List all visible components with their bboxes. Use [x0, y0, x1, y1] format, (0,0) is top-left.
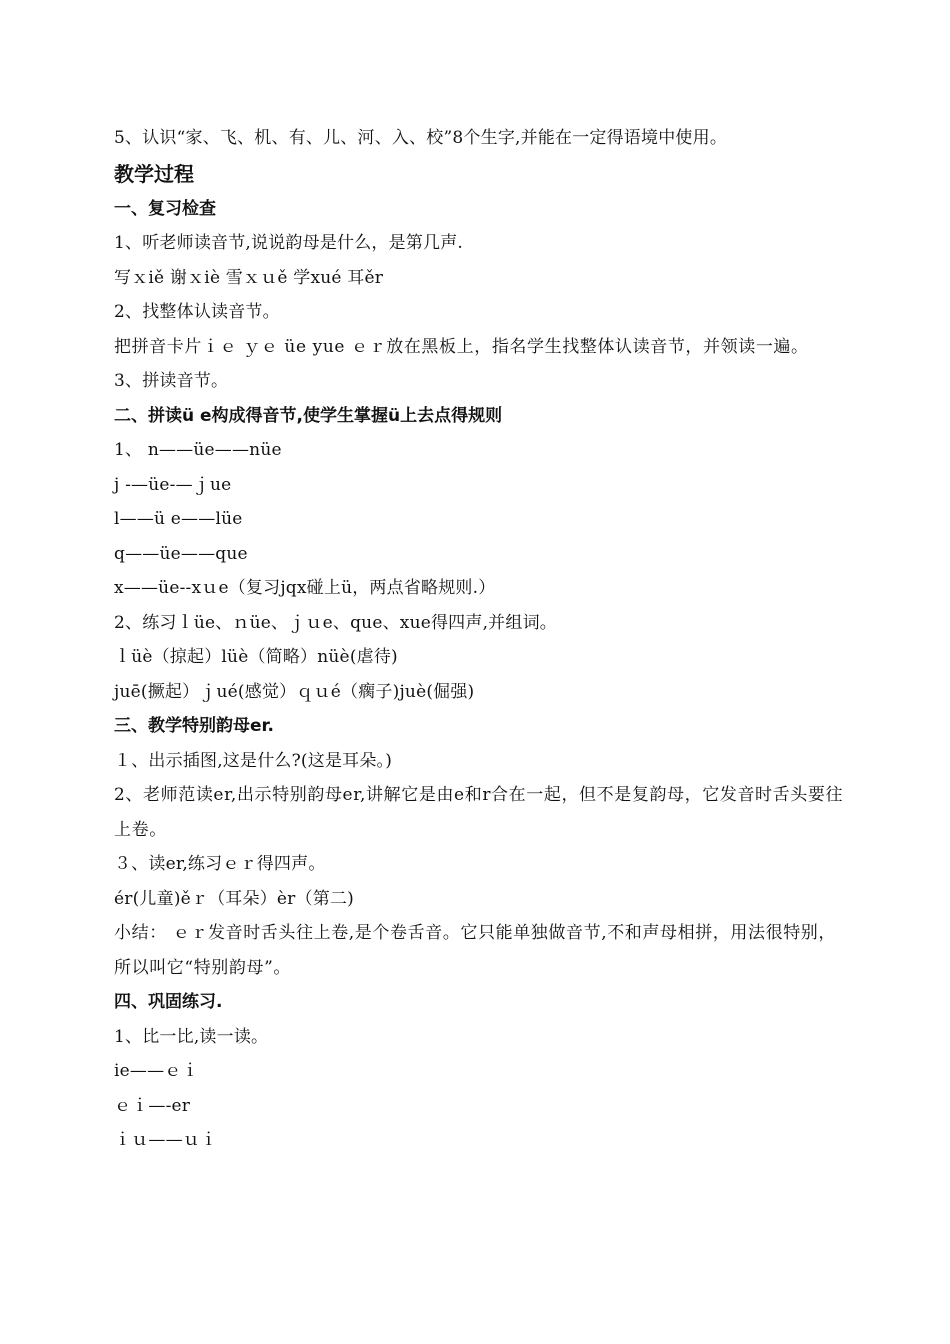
heading-spelling: 二、拼读ü e构成得音节,使学生掌握ü上去点得规则	[114, 405, 503, 426]
text-line: j -—üe-—ｊue	[114, 474, 232, 495]
text-line: 2、练习ｌüe、ｎüe、ｊｕe、que、xue得四声,并组词。	[114, 612, 557, 633]
heading-practice: 四、巩固练习.	[114, 992, 223, 1012]
document-body	[114, 121, 844, 1158]
text-line: 1、 n——üe——nüe	[114, 440, 282, 460]
text-line: ｉｕ——ｕｉ	[114, 1130, 218, 1150]
section-title-teaching-process: 教学过程	[114, 161, 194, 186]
text-line: ３、读er,练习ｅｒ得四声。	[114, 854, 326, 874]
heading-review: 一、复习检查	[114, 198, 216, 219]
text-line: ie——ｅｉ	[114, 1061, 199, 1081]
text-line: 2、找整体认读音节。	[114, 302, 280, 322]
text-line: 1、比一比,读一读。	[114, 1026, 269, 1047]
paragraph: 2、老师范读er,出示特别韵母er,讲解它是由e和r合在一起，但不是复韵母，它发音时舌头要往上卷。	[114, 785, 844, 840]
text-line: 1、听老师读音节,说说韵母是什么，是第几声.	[114, 233, 464, 253]
summary-paragraph: 小结： ｅｒ发音时舌头往上卷,是个卷舌音。它只能单独做音节,不和声母相拼，用法很特别，所以叫它“特别韵母”。	[114, 923, 837, 978]
objective-line-5: 5、认识“家、飞、机、有、儿、河、入、校”8个生字,并能在一定得语境中使用。	[114, 128, 728, 148]
heading-special-final: 三、教学特别韵母er.	[114, 716, 274, 736]
text-line: l——ü e——lüe	[114, 509, 243, 529]
text-line: q——üe——que	[114, 543, 248, 564]
text-line: 3、拼读音节。	[114, 371, 229, 391]
text-line: ér(儿童)ěｒ（耳朵）èr（第二)	[114, 888, 354, 909]
text-line: 写ｘiě 谢ｘiè 雪ｘｕě 学xué 耳ěr	[114, 267, 384, 288]
text-line: １、出示插图,这是什么?(这是耳朵。)	[114, 750, 393, 771]
text-line: juē(撅起）ｊué(感觉）ｑｕé（瘸子)juè(倔强)	[114, 681, 475, 702]
paragraph: 把拼音卡片ｉｅ ｙｅ üe yue ｅｒ放在黑板上，指名学生找整体认读音节，并领读一遍。	[114, 336, 809, 357]
text-line: ｅｉ—-er	[114, 1095, 191, 1116]
text-line: x——üe--xｕe（复习jqx碰上ü，两点省略规则.）	[114, 578, 496, 598]
text-line: ｌüè（掠起）lüè（简略）nüè(虐待)	[114, 647, 398, 667]
